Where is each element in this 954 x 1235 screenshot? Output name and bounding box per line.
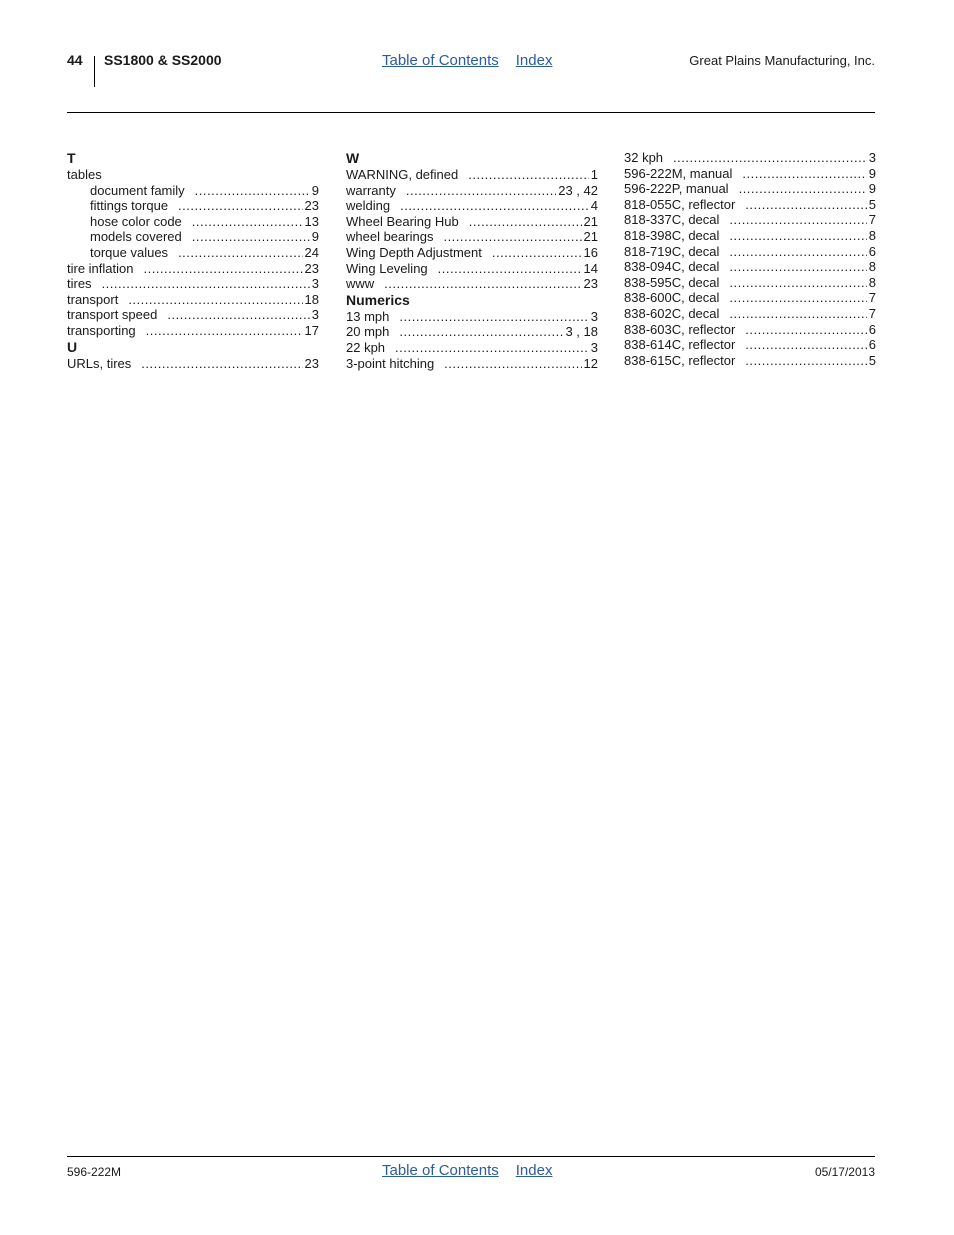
index-entry[interactable] <box>624 166 876 182</box>
index-term: wheel bearings <box>346 229 434 245</box>
dot-leader <box>729 244 866 260</box>
dot-leader <box>438 261 582 277</box>
index-column-2 <box>346 150 598 371</box>
dot-leader <box>384 276 581 292</box>
dot-leader <box>178 245 302 261</box>
page-reference[interactable]: 5 <box>868 352 876 368</box>
page-reference[interactable]: 23 <box>304 260 319 276</box>
index-entry[interactable] <box>67 167 319 183</box>
page-reference[interactable]: 17 <box>304 322 319 338</box>
page-reference[interactable]: 13 <box>304 213 319 229</box>
index-entry[interactable] <box>67 214 319 230</box>
page-reference[interactable]: 7 <box>868 290 876 306</box>
dot-leader <box>195 183 310 199</box>
index-term: 596-222M, manual <box>624 165 733 181</box>
index-entry[interactable] <box>624 290 876 306</box>
index-entry[interactable] <box>346 245 598 261</box>
dot-leader <box>141 356 302 372</box>
dot-leader <box>469 214 582 230</box>
dot-leader <box>146 323 303 339</box>
page-reference[interactable]: 21 <box>583 229 598 245</box>
dot-leader <box>192 229 310 245</box>
index-term: 818-337C, decal <box>624 212 720 228</box>
index-column-3 <box>624 150 876 368</box>
dot-leader <box>729 212 866 228</box>
index-entry[interactable] <box>67 229 319 245</box>
index-entry[interactable] <box>346 261 598 277</box>
index-entry[interactable] <box>624 275 876 291</box>
index-entry[interactable] <box>67 183 319 199</box>
index-entry[interactable] <box>624 212 876 228</box>
page-number: 44 <box>67 52 83 68</box>
index-term: 838-094C, decal <box>624 259 720 275</box>
page-reference[interactable]: 3 <box>311 276 319 292</box>
index-term: 838-602C, decal <box>624 305 720 321</box>
index-column-1 <box>67 150 319 371</box>
index-term: URLs, tires <box>67 355 132 371</box>
index-entry[interactable] <box>624 322 876 338</box>
index-term: document family <box>90 182 185 198</box>
dot-leader <box>745 353 866 369</box>
page-reference[interactable]: 12 <box>583 355 598 371</box>
index-entry[interactable] <box>346 229 598 245</box>
index-term: 3-point hitching <box>346 355 435 371</box>
page-reference[interactable]: 1 <box>590 167 598 182</box>
page-reference[interactable]: 6 <box>868 321 876 337</box>
page-reference[interactable]: 16 <box>583 244 598 260</box>
page-reference[interactable]: 3 <box>590 339 598 355</box>
dot-leader <box>192 214 303 230</box>
dot-leader <box>406 183 556 199</box>
dot-leader <box>102 276 310 292</box>
index-term: 838-614C, reflector <box>624 337 736 353</box>
index-entry[interactable] <box>67 292 319 308</box>
page-reference[interactable]: 21 <box>583 213 598 229</box>
index-entry[interactable] <box>346 340 598 356</box>
part-number: 596-222M <box>67 1165 122 1179</box>
index-entry[interactable] <box>624 306 876 322</box>
index-entry[interactable] <box>346 356 598 372</box>
index-term: transport speed <box>67 307 158 323</box>
page-reference[interactable]: 23 , 42 <box>558 182 598 198</box>
dot-leader <box>443 229 581 245</box>
page-reference[interactable]: 18 <box>304 291 319 307</box>
index-entry[interactable] <box>346 183 598 199</box>
index-link[interactable]: Index <box>515 52 553 69</box>
page-reference[interactable]: 6 <box>868 337 876 353</box>
dot-leader <box>128 292 302 308</box>
dot-leader <box>745 197 866 213</box>
index-entry[interactable] <box>624 353 876 369</box>
dot-leader <box>742 166 866 182</box>
index-term: torque values <box>90 244 169 260</box>
dot-leader <box>167 307 309 323</box>
index-entry[interactable] <box>67 276 319 292</box>
dot-leader <box>673 150 867 166</box>
index-entry[interactable] <box>346 167 598 183</box>
page-reference[interactable]: 9 <box>311 182 319 198</box>
index-section-heading: T <box>67 150 76 166</box>
index-entry[interactable] <box>624 197 876 213</box>
index-entry[interactable] <box>67 245 319 261</box>
index-term: welding <box>346 198 391 214</box>
toc-link[interactable]: Table of Contents <box>382 1162 499 1179</box>
page-reference[interactable]: 3 <box>868 150 876 165</box>
dot-leader <box>729 290 866 306</box>
dot-leader <box>399 309 588 325</box>
dot-leader <box>729 275 866 291</box>
dot-leader <box>178 198 302 214</box>
dot-leader <box>444 356 581 372</box>
index-term: WARNING, defined <box>346 167 459 182</box>
index-term: 838-615C, reflector <box>624 352 736 368</box>
index-term: 818-398C, decal <box>624 227 720 243</box>
index-term: tires <box>67 276 92 292</box>
index-term: transport <box>67 291 119 307</box>
dot-leader <box>492 245 582 261</box>
index-entry[interactable] <box>346 309 598 325</box>
page-reference[interactable]: 3 <box>590 308 598 324</box>
dot-leader <box>399 324 563 340</box>
footer-rule <box>67 1156 875 1157</box>
index-term: 22 kph <box>346 339 386 355</box>
index-entry[interactable] <box>624 150 876 166</box>
index-term: fittings torque <box>90 198 169 214</box>
index-section-heading: Numerics <box>346 291 410 308</box>
toc-link[interactable]: Table of Contents <box>382 52 499 69</box>
page-reference[interactable]: 7 <box>868 212 876 228</box>
index-entry[interactable] <box>346 214 598 230</box>
index-term: 32 kph <box>624 150 664 165</box>
index-term: 818-719C, decal <box>624 243 720 259</box>
dot-leader <box>729 306 866 322</box>
dot-leader <box>745 322 866 338</box>
index-entry[interactable] <box>67 356 319 372</box>
footer-nav <box>382 1162 552 1179</box>
header-divider <box>94 56 95 87</box>
page-reference[interactable]: 23 <box>583 276 598 292</box>
index-term: 838-603C, reflector <box>624 321 736 337</box>
index-entry[interactable] <box>346 324 598 340</box>
page-reference[interactable]: 7 <box>868 305 876 321</box>
index-term: tire inflation <box>67 260 134 276</box>
page-reference[interactable]: 5 <box>868 196 876 212</box>
dot-leader <box>739 181 867 197</box>
index-term: 20 mph <box>346 324 390 340</box>
index-term: warranty <box>346 182 396 198</box>
header-nav <box>382 52 552 69</box>
header-rule <box>67 112 875 113</box>
dot-leader <box>395 340 589 356</box>
index-link[interactable]: Index <box>515 1162 553 1179</box>
model-title: SS1800 & SS2000 <box>104 52 222 68</box>
index-entry[interactable] <box>67 261 319 277</box>
page-reference[interactable]: 3 , 18 <box>565 324 598 340</box>
index-term: Wheel Bearing Hub <box>346 213 459 229</box>
page-reference[interactable]: 24 <box>304 244 319 260</box>
index-entry[interactable] <box>624 244 876 260</box>
dot-leader <box>400 198 589 214</box>
index-entry[interactable] <box>67 307 319 323</box>
page-reference[interactable]: 9 <box>311 229 319 245</box>
page-reference[interactable]: 3 <box>311 307 319 323</box>
index-term: hose color code <box>90 213 182 229</box>
index-section-heading: U <box>67 338 78 355</box>
index-term: 838-595C, decal <box>624 274 720 290</box>
index-entry[interactable] <box>624 228 876 244</box>
page-reference[interactable]: 14 <box>583 260 598 276</box>
index-section-heading: W <box>346 150 360 166</box>
index-term: Wing Leveling <box>346 260 428 276</box>
dot-leader <box>468 167 589 183</box>
company-name: Great Plains Manufacturing, Inc. <box>689 53 875 68</box>
dot-leader <box>745 337 866 353</box>
index-term: Wing Depth Adjustment <box>346 244 482 260</box>
page-reference[interactable]: 9 <box>868 165 876 181</box>
index-term: 596-222P, manual <box>624 181 729 197</box>
dot-leader <box>143 261 302 277</box>
index-entry[interactable] <box>624 337 876 353</box>
index-term: 818-055C, reflector <box>624 196 736 212</box>
publish-date: 05/17/2013 <box>814 1165 875 1179</box>
page-reference[interactable]: 9 <box>868 181 876 197</box>
dot-leader <box>729 259 866 275</box>
index-entry[interactable] <box>67 323 319 339</box>
dot-leader <box>729 228 866 244</box>
index-entry[interactable] <box>624 181 876 197</box>
index-entry[interactable] <box>346 198 598 214</box>
index-term: 13 mph <box>346 308 390 324</box>
page-reference[interactable]: 6 <box>868 243 876 259</box>
page-reference[interactable]: 8 <box>868 259 876 275</box>
index-term: www <box>346 276 375 292</box>
page-reference[interactable]: 23 <box>304 355 319 371</box>
index-entry[interactable] <box>67 198 319 214</box>
page-reference[interactable]: 8 <box>868 227 876 243</box>
page-reference[interactable]: 23 <box>304 198 319 214</box>
index-term: transporting <box>67 322 136 338</box>
index-term: 838-600C, decal <box>624 290 720 306</box>
index-entry[interactable] <box>624 259 876 275</box>
index-term: models covered <box>90 229 182 245</box>
page-reference[interactable]: 4 <box>590 198 598 214</box>
index-term: tables <box>67 167 102 182</box>
page-reference[interactable]: 8 <box>868 274 876 290</box>
index-entry[interactable] <box>346 276 598 292</box>
